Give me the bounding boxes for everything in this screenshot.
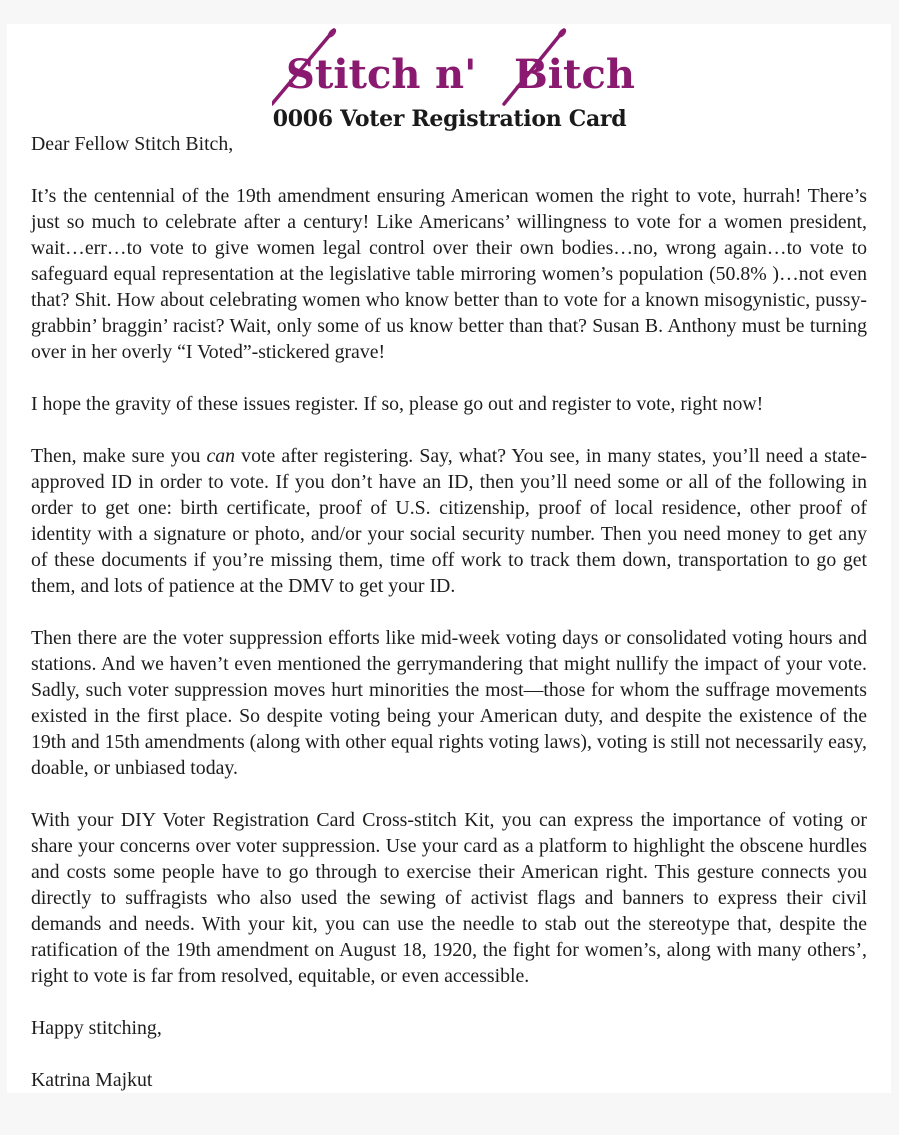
stitch-n-bitch-logo bbox=[272, 28, 642, 108]
paragraph-3-emphasis: can bbox=[206, 445, 236, 467]
logo-text-bitch: Bitch bbox=[514, 51, 635, 98]
signature: Katrina Majkut bbox=[31, 1069, 153, 1091]
greeting: Dear Fellow Stitch Bitch, bbox=[31, 133, 234, 155]
paragraph-5: With your DIY Voter Registration Card Cross-stitch Kit, you can express the importance of voting or share your concerns over voter suppression. Use your card as a platform to highlight the obscene hurdles and costs some people have to go through to exercise their American right. This gesture connects you directly to suffragists who also used the sewing of activist flags and banners to express their civil demands and needs. With your kit, you can use the needle to stab out the stereotype that, despite the ratification of the 19th amendment on August 18, 1920, the fight for women’s, along with many others’, right to vote is far from resolved, equitable, or even accessible. bbox=[31, 809, 867, 987]
letter-body bbox=[31, 131, 867, 1093]
logo-text-n: n' bbox=[435, 51, 477, 98]
closing: Happy stitching, bbox=[31, 1017, 162, 1039]
paragraph-4: Then there are the voter suppression efforts like mid-week voting days or consolidated voting hours and stations. And we haven’t even mentioned the gerrymandering that might nullify the impact of your vote. Sadly, such voter suppression moves hurt minorities the most—those for whom the suffrage movements existed in the first place. So despite voting being your American duty, and despite the existence of the 19th and 15th amendments (along with other equal rights voting laws), voting is still not necessarily easy, doable, or unbiased today. bbox=[31, 627, 867, 779]
paragraph-2: I hope the gravity of these issues register. If so, please go out and register to vote, right now! bbox=[31, 393, 764, 415]
paragraph-3-start: Then, make sure you bbox=[31, 445, 207, 467]
logo-text-stitch: Stitch bbox=[286, 51, 421, 98]
card-title: 0006 Voter Registration Card bbox=[272, 106, 627, 132]
paragraph-3 bbox=[31, 443, 867, 599]
paragraph-1: It’s the centennial of the 19th amendment ensuring American women the right to vote, hurrah! There’s just so much to celebrate after a century! Like Americans’ willingness to vote for a women president, wait…err…to vote to give women legal control over their own bodies…no, wrong again…to vote to safeguard equal representation at the legislative table mirroring women’s population (50.8% )…not even that? Shit. How about celebrating women who know better than to vote for a known misogynistic, pussy-grabbin’ braggin’ racist? Wait, only some of us know better than that? Susan B. Anthony must be turning over in her overly “I Voted”-stickered grave! bbox=[31, 185, 867, 363]
paragraph-3-rest: vote after registering. Say, what? You see, in many states, you’ll need a state-approved ID in order to vote. If you don’t have an ID, then you’ll need some or all of the following in order to get one: birth certificate, proof of U.S. citizenship, proof of local residence, other proof of identity with a signature or photo, and/or your social security number. Then you need money to get any of these documents if you’re missing them, time off work to track them down, transportation to go get them, and lots of patience at the DMV to get your ID. bbox=[31, 445, 867, 597]
